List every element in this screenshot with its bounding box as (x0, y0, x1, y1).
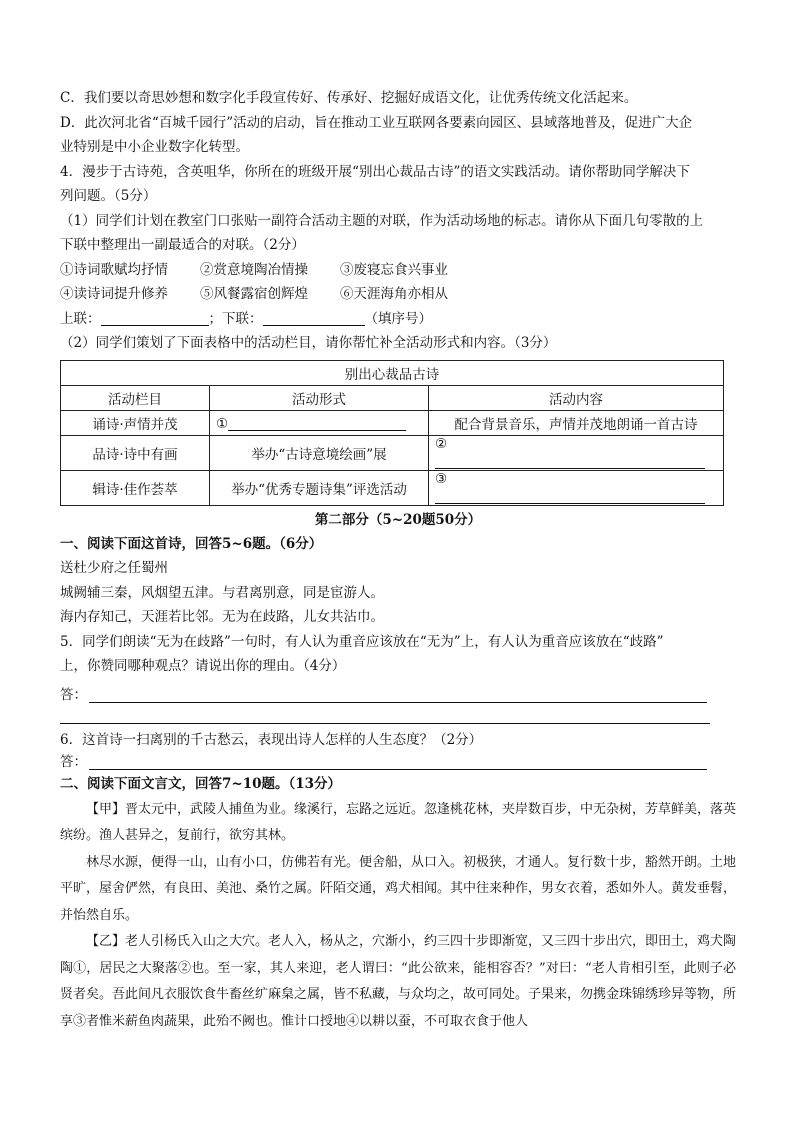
table-cell: ② (429, 435, 724, 470)
activity-table (60, 360, 724, 506)
table-cell: 品诗·诗中有画 (61, 435, 210, 470)
answer-blank-3[interactable] (435, 487, 705, 504)
table-row (61, 410, 724, 435)
answer-5-line-1[interactable] (89, 688, 707, 703)
answer-blank-2[interactable] (435, 452, 705, 469)
couplet-options-row-1 (60, 258, 736, 283)
couplet-option: ③废寝忘食兴事业 (340, 261, 448, 278)
question-5-line-2: 上，你赞同哪种观点？请说出你的理由。（4分） (60, 658, 346, 674)
section-1-title: 一、阅读下面这首诗，回答5~6题。（6分） (60, 535, 323, 552)
fill-number-note: （填序号） (364, 310, 432, 327)
question-5-line-1: 5．同学们朗读“无为在歧路”一句时，有人认为重音应该放在“无为”上，有人认为重音应该放在“歧路” (60, 633, 664, 650)
table-cell: 举办“古诗意境绘画”展 (210, 435, 429, 470)
part-2-title: 第二部分（5~20题50分） (314, 511, 482, 528)
question-4-line-1: 4．漫步于古诗苑，含英咀华，你所在的班级开展“别出心裁品古诗”的语文实践活动。请你帮助同学解决下 (60, 163, 690, 180)
table-row (61, 470, 724, 505)
answer-label: 答： (60, 754, 87, 770)
table-cell: ③ (429, 470, 724, 505)
question-4-2: （2）同学们策划了下面表格中的活动栏目，请你帮忙补全活动形式和内容。（3分） (60, 335, 557, 351)
classical-passage-yi: 【乙】老人引杨氏入山之大穴。老人入，杨从之，穴渐小，约三四十步即渐宽，又三四十步出穴，即田土，鸡犬陶陶①，居民之大聚落②也。至一家，其人来迎，老人谓曰：“此公欲来，能相容否？”对曰：“老人肯相引至，此则子必贤者矣。吾此间凡衣服饮食牛畜丝纩麻枲之属，皆不私藏，与众均之，故可同处。子果来，勿携金珠锦绣珍异等物，所享③者惟米薪鱼肉蔬果，此殆不阙也。惟计口授地④以耕以蚕，不可取衣食于他人 (60, 934, 737, 1029)
poem-title: 送杜少府之任蜀州 (60, 560, 168, 576)
classical-passage-jia-p2: 林尽水源，便得一山，山有小口，仿佛若有光。便舍船，从口入。初极狭，才通人。复行数十步，豁然开朗。土地平旷，屋舍俨然，有良田、美池、桑竹之属。阡陌交通，鸡犬相闻。其中往来种作，男女衣着，悉如外人。黄发垂髫，并怡然自乐。 (60, 854, 737, 923)
lower-couplet-blank[interactable] (263, 309, 365, 326)
lower-couplet-label: ；下联： (208, 310, 263, 327)
table-header: 活动栏目 (61, 385, 210, 410)
couplet-options-row-2 (60, 282, 736, 307)
question-6: 6．这首诗一扫离别的千古愁云，表现出诗人怎样的人生态度？（2分） (60, 731, 483, 748)
answer-blank-1[interactable] (228, 414, 406, 431)
table-cell: 配合背景音乐，声情并茂地朗诵一首古诗 (429, 410, 724, 435)
couplet-option: ①诗词歌赋均抒情 (60, 261, 168, 278)
exam-page (60, 86, 736, 1035)
couplet-option: ④读诗词提升修养 (60, 286, 168, 302)
table-cell: ① (210, 410, 429, 435)
option-d-line-2: 业特别是中小企业数字化转型。 (60, 139, 249, 155)
table-row (61, 435, 724, 470)
question-4-1-line-1: （1）同学们计划在教室门口张贴一副符合活动主题的对联，作为活动场地的标志。请你从下面几句零散的上 (60, 212, 704, 229)
table-header: 活动内容 (429, 385, 724, 410)
option-c-line: C．我们要以奇思妙想和数字化手段宣传好、传承好、挖掘好成语文化，让优秀传统文化活起来。 (60, 90, 638, 106)
upper-couplet-label: 上联： (60, 310, 101, 327)
couplet-answer-line (60, 307, 736, 332)
poem-line-1: 城阙辅三秦，风烟望五津。与君离别意，同是宦游人。 (60, 584, 384, 601)
table-cell: 诵诗·声情并茂 (61, 410, 210, 435)
answer-5 (60, 679, 736, 703)
answer-6-line[interactable] (89, 755, 707, 770)
question-4-1-line-2: 下联中整理出一副最适合的对联。（2分） (60, 237, 305, 253)
answer-label: 答： (60, 686, 87, 703)
answer-5-line-2[interactable] (60, 703, 710, 724)
table-cell: 举办“优秀专题诗集”评选活动 (210, 470, 429, 505)
section-2-title: 二、阅读下面文言文，回答7~10题。（13分） (60, 776, 342, 792)
option-d-line-1: D．此次河北省“百城千园行”活动的启动，旨在推动工业互联网各要素向园区、县域落地普及，促进广大企 (60, 114, 693, 131)
couplet-option: ②赏意境陶冶情操 (200, 261, 308, 278)
poem-line-2: 海内存知己，天涯若比邻。无为在歧路，儿女共沾巾。 (60, 609, 384, 625)
question-4-line-2: 列问题。（5分） (60, 188, 157, 204)
classical-passage-jia-p1: 【甲】晋太元中，武陵人捕鱼为业。缘溪行，忘路之远近。忽逢桃花林，夹岸数百步，中无杂树，芳草鲜美，落英缤纷。渔人甚异之，复前行，欲穷其林。 (60, 801, 737, 843)
upper-couplet-blank[interactable] (101, 309, 209, 326)
table-header: 活动形式 (210, 385, 429, 410)
table-title: 别出心裁品古诗 (61, 360, 724, 385)
couplet-option: ⑤风餐露宿创辉煌 (200, 286, 308, 302)
table-cell: 辑诗·佳作荟萃 (61, 470, 210, 505)
couplet-option: ⑥天涯海角亦相从 (340, 286, 448, 302)
